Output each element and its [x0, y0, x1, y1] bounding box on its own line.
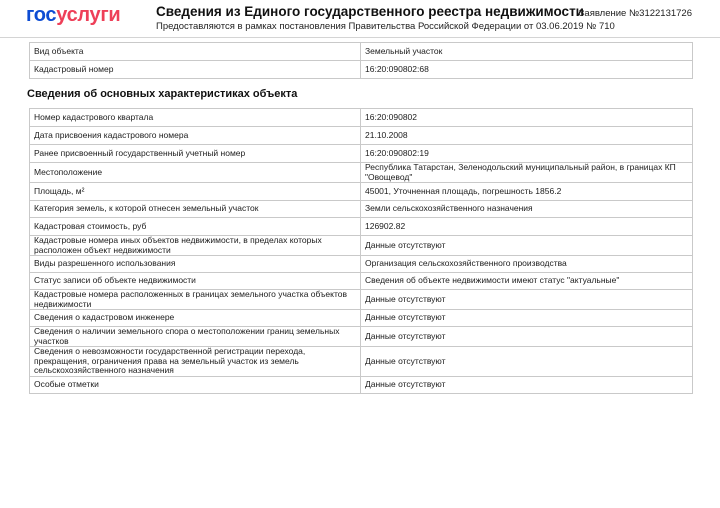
table-row: [30, 256, 693, 273]
table-row: [30, 347, 693, 377]
row-key: Местоположение: [30, 163, 361, 183]
row-key: Особые отметки: [30, 377, 361, 394]
row-key: Кадастровая стоимость, руб: [30, 218, 361, 236]
row-value: 16:20:090802:19: [361, 145, 693, 163]
row-value: Организация сельскохозяйственного производства: [361, 256, 693, 273]
characteristics-table: [29, 108, 693, 394]
table-row: [30, 183, 693, 201]
row-key: Кадастровые номера иных объектов недвижимости, в пределах которых расположен объект недвижимости: [30, 236, 361, 256]
row-value: Данные отсутствуют: [361, 290, 693, 310]
row-key: Сведения о невозможности государственной регистрации перехода, прекращения, ограничения права на земельный участок из земель сельскохозяйственного назначения: [30, 347, 361, 377]
row-key: Номер кадастрового квартала: [30, 109, 361, 127]
row-key: Ранее присвоенный государственный учетный номер: [30, 145, 361, 163]
header-divider: [0, 37, 720, 38]
table-row: [30, 61, 693, 79]
table-row: [30, 201, 693, 218]
row-value: Данные отсутствуют: [361, 377, 693, 394]
table-row: [30, 145, 693, 163]
row-value: Данные отсутствуют: [361, 236, 693, 256]
row-key: Виды разрешенного использования: [30, 256, 361, 273]
section-title: Сведения об основных характеристиках объекта: [27, 88, 298, 100]
row-key: Сведения о наличии земельного спора о местоположении границ земельных участков: [30, 327, 361, 347]
request-number: Заявление №3122131726: [578, 8, 692, 19]
row-value: 126902.82: [361, 218, 693, 236]
row-value: Данные отсутствуют: [361, 327, 693, 347]
row-key: Статус записи об объекте недвижимости: [30, 273, 361, 290]
table-row: [30, 163, 693, 183]
row-key: Кадастровый номер: [30, 61, 361, 79]
row-value: 45001, Уточненная площадь, погрешность 1856.2: [361, 183, 693, 201]
table-row: [30, 310, 693, 327]
table-row: [30, 377, 693, 394]
row-key: Кадастровые номера расположенных в границах земельного участка объектов недвижимости: [30, 290, 361, 310]
table-row: [30, 109, 693, 127]
document-header: [0, 0, 720, 36]
document-subtitle: Предоставляются в рамках постановления Правительства Российской Федерации от 03.06.2019 № 710: [156, 21, 615, 32]
row-value: Земли сельскохозяйственного назначения: [361, 201, 693, 218]
table-row: [30, 327, 693, 347]
table-row: [30, 43, 693, 61]
table-row: [30, 290, 693, 310]
row-key: Площадь, м²: [30, 183, 361, 201]
row-value: 16:20:090802: [361, 109, 693, 127]
table-row: [30, 127, 693, 145]
row-value: Данные отсутствуют: [361, 347, 693, 377]
row-value: 16:20:090802:68: [361, 61, 693, 79]
row-key: Дата присвоения кадастрового номера: [30, 127, 361, 145]
row-key: Сведения о кадастровом инженере: [30, 310, 361, 327]
table-row: [30, 218, 693, 236]
row-key: Вид объекта: [30, 43, 361, 61]
row-value: Земельный участок: [361, 43, 693, 61]
table-row: [30, 236, 693, 256]
row-value: Сведения об объекте недвижимости имеют статус "актуальные": [361, 273, 693, 290]
table-row: [30, 273, 693, 290]
row-key: Категория земель, к которой отнесен земельный участок: [30, 201, 361, 218]
logo-part2: услуги: [56, 4, 121, 26]
row-value: Республика Татарстан, Зеленодольский муниципальный район, в границах КП "Овощевод": [361, 163, 693, 183]
document-title: Сведения из Единого государственного реестра недвижимости: [156, 4, 584, 19]
row-value: Данные отсутствуют: [361, 310, 693, 327]
row-value: 21.10.2008: [361, 127, 693, 145]
gosuslugi-logo[interactable]: [26, 4, 120, 27]
object-table: [29, 42, 693, 79]
logo-part1: гос: [26, 4, 57, 26]
